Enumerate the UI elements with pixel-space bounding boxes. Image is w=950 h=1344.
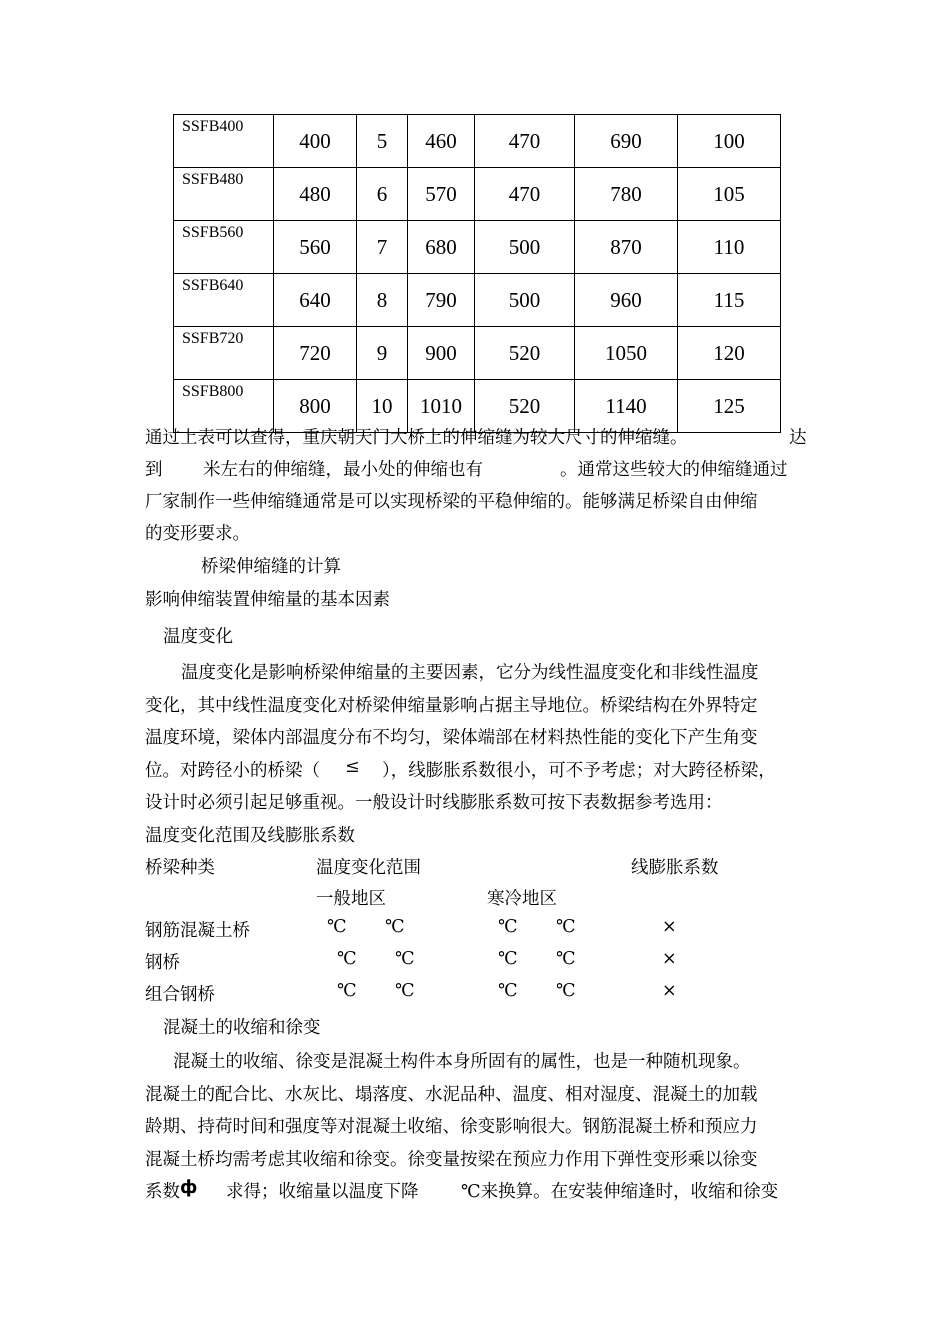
- value-cell: 520: [475, 327, 575, 380]
- temp-table-header-type: 桥梁种类: [145, 858, 215, 878]
- temp-table-header-cold: 寒冷地区: [487, 889, 557, 909]
- value-cell: 1010: [408, 380, 475, 433]
- model-cell: SSFB400: [174, 115, 274, 168]
- value-cell: 460: [408, 115, 475, 168]
- degree-symbol: ℃: [498, 949, 518, 969]
- para3-line2: 混凝土的配合比、水灰比、塌落度、水泥品种、温度、相对湿度、混凝土的加载: [145, 1085, 758, 1105]
- para1-line2-end: 。通常这些较大的伸缩缝通过: [560, 460, 788, 480]
- para3-line5-start: 系数: [145, 1182, 180, 1202]
- value-cell: 960: [575, 274, 678, 327]
- value-cell: 10: [357, 380, 408, 433]
- para1-line1: [145, 424, 688, 449]
- temp-row-type: 钢筋混凝土桥: [145, 921, 250, 941]
- para2-line4-end: ），线膨胀系数很小，可不予考虑；对大跨径桥梁，: [382, 761, 776, 781]
- value-cell: 110: [678, 221, 781, 274]
- value-cell: 115: [678, 274, 781, 327]
- value-cell: 100: [678, 115, 781, 168]
- heading-temp: 温度变化: [163, 627, 233, 647]
- para1-line1-text: 通过上表可以查得，重庆朝天门大桥上的伸缩缝为较大尺寸的伸缩缝。: [145, 428, 688, 448]
- para2-line3: 温度环境，梁体内部温度分布不均匀，梁体端部在材料热性能的变化下产生角变: [145, 728, 758, 748]
- temp-table-header-range: 温度变化范围: [316, 858, 421, 878]
- value-cell: 470: [475, 115, 575, 168]
- value-cell: 480: [274, 168, 357, 221]
- value-cell: 1140: [575, 380, 678, 433]
- value-cell: 720: [274, 327, 357, 380]
- value-cell: 780: [575, 168, 678, 221]
- times-symbol: ×: [662, 917, 677, 937]
- value-cell: 105: [678, 168, 781, 221]
- degree-symbol: ℃: [337, 981, 357, 1001]
- para2-line5: 设计时必须引起足够重视。一般设计时线膨胀系数可按下表数据参考选用：: [145, 793, 723, 813]
- para3-line5-mid: 求得；收缩量以温度下降: [226, 1182, 419, 1202]
- para1-line3: 厂家制作一些伸缩缝通常是可以实现桥梁的平稳伸缩的。能够满足桥梁自由伸缩: [145, 492, 758, 512]
- value-cell: 680: [408, 221, 475, 274]
- temp-table-title: 温度变化范围及线膨胀系数: [145, 826, 355, 846]
- degree-symbol: ℃: [395, 949, 415, 969]
- degree-symbol: ℃: [556, 981, 576, 1001]
- spec-table: [173, 114, 781, 433]
- heading-shrink: 混凝土的收缩和徐变: [163, 1018, 321, 1038]
- value-cell: 500: [475, 274, 575, 327]
- para3-line3: 龄期、持荷时间和强度等对混凝土收缩、徐变影响很大。钢筋混凝土桥和预应力: [145, 1117, 758, 1137]
- table-row: [174, 168, 781, 221]
- degree-symbol: ℃: [498, 917, 518, 937]
- model-cell: SSFB640: [174, 274, 274, 327]
- value-cell: 790: [408, 274, 475, 327]
- value-cell: 500: [475, 221, 575, 274]
- para1-line4: 的变形要求。: [145, 524, 250, 544]
- value-cell: 400: [274, 115, 357, 168]
- model-cell: SSFB560: [174, 221, 274, 274]
- heading-factors: 影响伸缩装置伸缩量的基本因素: [145, 590, 390, 610]
- times-symbol: ×: [662, 949, 677, 969]
- model-cell: SSFB480: [174, 168, 274, 221]
- para1-line1-end: 达: [789, 428, 807, 448]
- degree-symbol: ℃: [327, 917, 347, 937]
- value-cell: 800: [274, 380, 357, 433]
- degree-symbol: ℃: [498, 981, 518, 1001]
- model-cell: SSFB720: [174, 327, 274, 380]
- value-cell: 7: [357, 221, 408, 274]
- para2-line2: 变化，其中线性温度变化对桥梁伸缩量影响占据主导地位。桥梁结构在外界特定: [145, 696, 758, 716]
- temp-row-type: 组合钢桥: [145, 985, 215, 1005]
- heading-calc: 桥梁伸缩缝的计算: [201, 557, 341, 577]
- table-row: [174, 115, 781, 168]
- times-symbol: ×: [662, 981, 677, 1001]
- value-cell: 870: [575, 221, 678, 274]
- value-cell: 1050: [575, 327, 678, 380]
- table-row: [174, 327, 781, 380]
- para3-line5-end: ℃来换算。在安装伸缩逢时，收缩和徐变: [461, 1182, 779, 1202]
- value-cell: 470: [475, 168, 575, 221]
- value-cell: 640: [274, 274, 357, 327]
- temp-table-header-coef: 线膨胀系数: [631, 858, 719, 878]
- para3-line1: 混凝土的收缩、徐变是混凝土构件本身所固有的属性，也是一种随机现象。: [173, 1052, 751, 1072]
- para2-line1: 温度变化是影响桥梁伸缩量的主要因素，它分为线性温度变化和非线性温度: [181, 663, 759, 683]
- model-cell: SSFB800: [174, 380, 274, 433]
- value-cell: 520: [475, 380, 575, 433]
- value-cell: 9: [357, 327, 408, 380]
- para3-line4: 混凝土桥均需考虑其收缩和徐变。徐变量按梁在预应力作用下弹性变形乘以徐变: [145, 1150, 758, 1170]
- degree-symbol: ℃: [556, 917, 576, 937]
- value-cell: 690: [575, 115, 678, 168]
- value-cell: 900: [408, 327, 475, 380]
- temp-table-header-normal: 一般地区: [316, 889, 386, 909]
- value-cell: 125: [678, 380, 781, 433]
- value-cell: 120: [678, 327, 781, 380]
- value-cell: 6: [357, 168, 408, 221]
- value-cell: 570: [408, 168, 475, 221]
- value-cell: 560: [274, 221, 357, 274]
- para3-line5-phi: ф: [180, 1178, 198, 1198]
- table-row: [174, 274, 781, 327]
- para1-line2-mid: 米左右的伸缩缝，最小处的伸缩也有: [203, 460, 483, 480]
- degree-symbol: ℃: [385, 917, 405, 937]
- para1-line2-start: 到: [145, 460, 163, 480]
- temp-row-type: 钢桥: [145, 953, 180, 973]
- degree-symbol: ℃: [395, 981, 415, 1001]
- para2-line4-start: 位。对跨径小的桥梁（: [145, 761, 320, 781]
- degree-symbol: ℃: [337, 949, 357, 969]
- value-cell: 5: [357, 115, 408, 168]
- value-cell: 8: [357, 274, 408, 327]
- table-row: [174, 221, 781, 274]
- degree-symbol: ℃: [556, 949, 576, 969]
- para2-line4-symbol: ≤: [345, 757, 360, 777]
